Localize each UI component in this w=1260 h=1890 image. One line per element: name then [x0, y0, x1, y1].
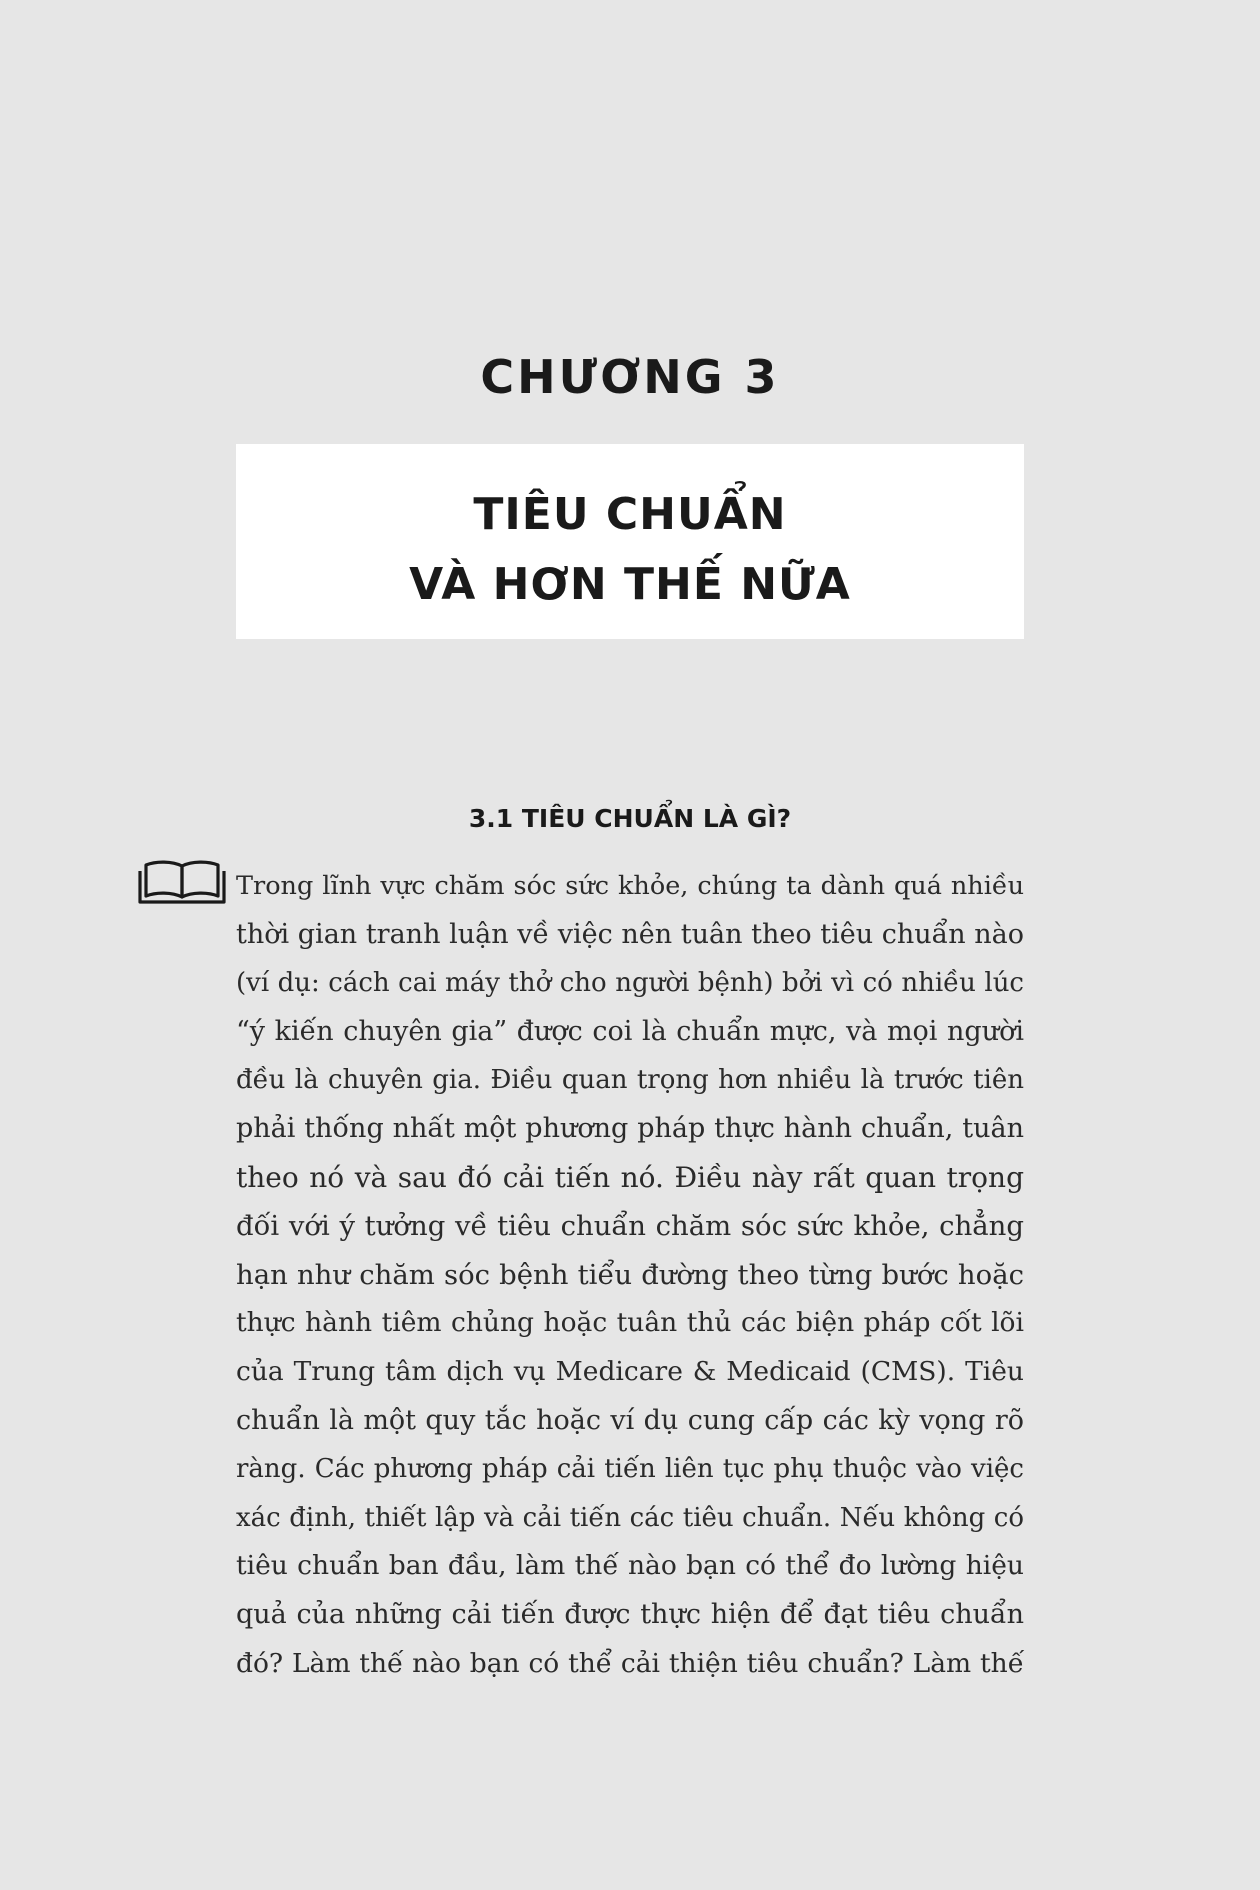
- body-line: (ví dụ: cách cai máy thở cho người bệnh) bởi vì có nhiều lúc: [236, 968, 1024, 999]
- body-line: “ý kiến chuyên gia” được coi là chuẩn mực, và mọi người: [236, 1015, 1024, 1047]
- body-line: hạn như chăm sóc bệnh tiểu đường theo từng bước hoặc: [236, 1258, 1024, 1291]
- body-line: đều là chuyên gia. Điều quan trọng hơn nhiều là trước tiên: [236, 1065, 1024, 1096]
- body-line: phải thống nhất một phương pháp thực hành chuẩn, tuân: [236, 1112, 1024, 1144]
- body-line: thực hành tiêm chủng hoặc tuân thủ các biện pháp cốt lõi: [236, 1307, 1024, 1339]
- body-line: chuẩn là một quy tắc hoặc ví dụ cung cấp các kỳ vọng rõ: [236, 1404, 1024, 1436]
- body-paragraph: [236, 862, 1024, 1688]
- body-line: đó? Làm thế nào bạn có thể cải thiện tiêu chuẩn? Làm thế: [236, 1647, 1024, 1679]
- body-line: ràng. Các phương pháp cải tiến liên tục phụ thuộc vào việc: [236, 1454, 1024, 1485]
- body-line: thời gian tranh luận về việc nên tuân theo tiêu chuẩn nào: [236, 918, 1024, 950]
- body-line: theo nó và sau đó cải tiến nó. Điều này rất quan trọng: [236, 1160, 1024, 1194]
- chapter-title-line-1: TIÊU CHUẨN: [473, 489, 787, 540]
- body-line: của Trung tâm dịch vụ Medicare & Medicaid (CMS). Tiêu: [236, 1355, 1024, 1387]
- body-line: đối với ý tưởng về tiêu chuẩn chăm sóc sức khỏe, chẳng: [236, 1210, 1024, 1243]
- chapter-title-line-2: VÀ HƠN THẾ NỮA: [409, 559, 851, 610]
- body-line: Trong lĩnh vực chăm sóc sức khỏe, chúng ta dành quá nhiều: [236, 871, 1024, 901]
- body-line: quả của những cải tiến được thực hiện để đạt tiêu chuẩn: [236, 1598, 1024, 1630]
- section-heading: 3.1 TIÊU CHUẨN LÀ GÌ?: [468, 804, 792, 833]
- chapter-label: CHƯƠNG 3: [480, 350, 780, 404]
- body-line: xác định, thiết lập và cải tiến các tiêu chuẩn. Nếu không có: [236, 1502, 1024, 1533]
- body-line: tiêu chuẩn ban đầu, làm thế nào bạn có thể đo lường hiệu: [236, 1550, 1024, 1582]
- chapter-title-box: [236, 444, 1024, 639]
- open-book-icon: [138, 858, 226, 904]
